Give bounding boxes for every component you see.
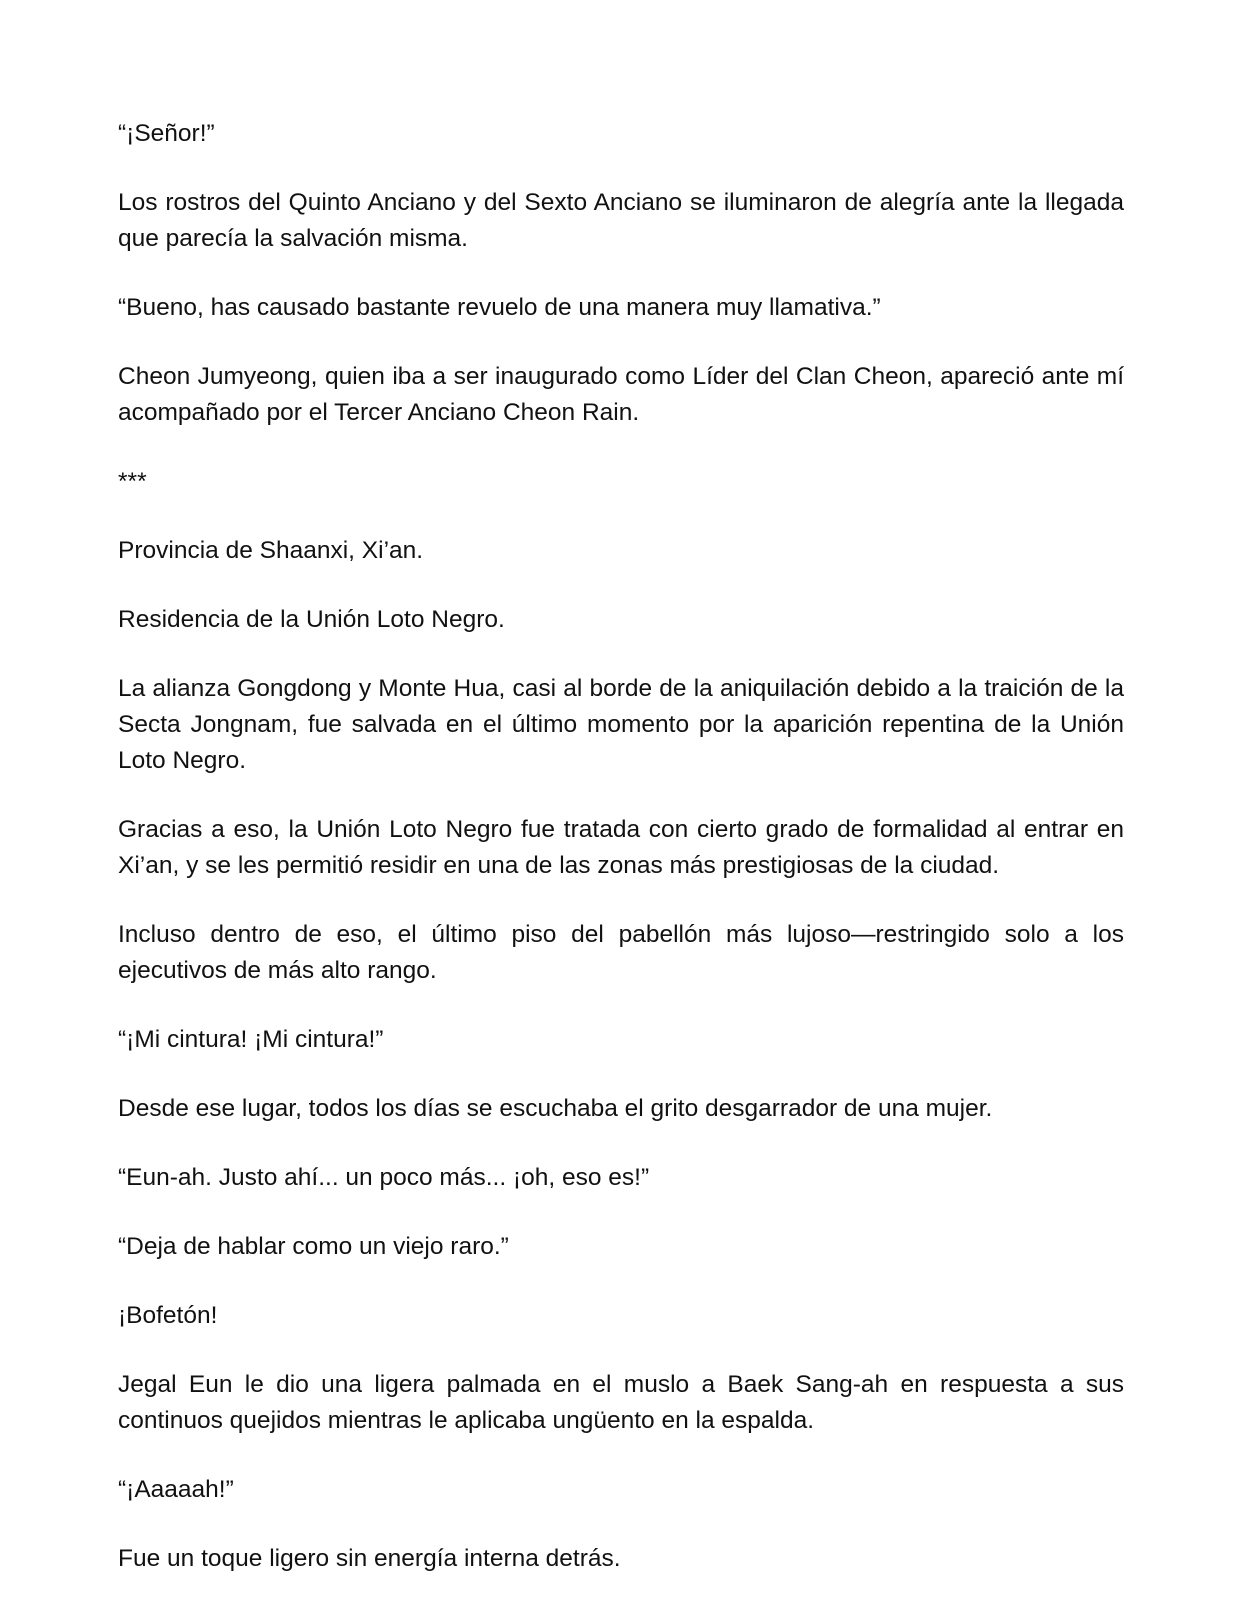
paragraph: Los rostros del Quinto Anciano y del Sexto Anciano se iluminaron de alegría ante la llegada que parecía la salvación misma.: [118, 189, 1124, 252]
paragraph: “Bueno, has causado bastante revuelo de una manera muy llamativa.”: [118, 294, 881, 321]
paragraph: ¡Bofetón!: [118, 1302, 218, 1329]
paragraph: Incluso dentro de eso, el último piso del pabellón más lujoso—restringido solo a los ejecutivos de más alto rango.: [118, 921, 1124, 984]
paragraph: Gracias a eso, la Unión Loto Negro fue tratada con cierto grado de formalidad al entrar en Xi’an, y se les permitió residir en una de las zonas más prestigiosas de la ciudad.: [118, 816, 1124, 879]
paragraph: “Deja de hablar como un viejo raro.”: [118, 1233, 509, 1260]
document-body: [118, 116, 1124, 1610]
scene-break: ***: [118, 468, 147, 495]
paragraph: Cheon Jumyeong, quien iba a ser inaugurado como Líder del Clan Cheon, apareció ante mí acompañado por el Tercer Anciano Cheon Rain.: [118, 363, 1124, 426]
paragraph: Desde ese lugar, todos los días se escuchaba el grito desgarrador de una mujer.: [118, 1095, 993, 1122]
paragraph: “Eun-ah. Justo ahí... un poco más... ¡oh, eso es!”: [118, 1164, 650, 1191]
paragraph: Residencia de la Unión Loto Negro.: [118, 606, 505, 633]
paragraph: Jegal Eun le dio una ligera palmada en el muslo a Baek Sang-ah en respuesta a sus continuos quejidos mientras le aplicaba ungüento en la espalda.: [118, 1371, 1124, 1434]
paragraph: “¡Mi cintura! ¡Mi cintura!”: [118, 1026, 384, 1053]
paragraph: “¡Señor!”: [118, 120, 215, 147]
paragraph: Fue un toque ligero sin energía interna detrás.: [118, 1545, 621, 1572]
paragraph: La alianza Gongdong y Monte Hua, casi al borde de la aniquilación debido a la traición de la Secta Jongnam, fue salvada en el último momento por la aparición repentina de la Unión Loto Negro.: [118, 675, 1124, 774]
paragraph: “¡Aaaaah!”: [118, 1476, 234, 1503]
paragraph: Provincia de Shaanxi, Xi’an.: [118, 537, 424, 564]
